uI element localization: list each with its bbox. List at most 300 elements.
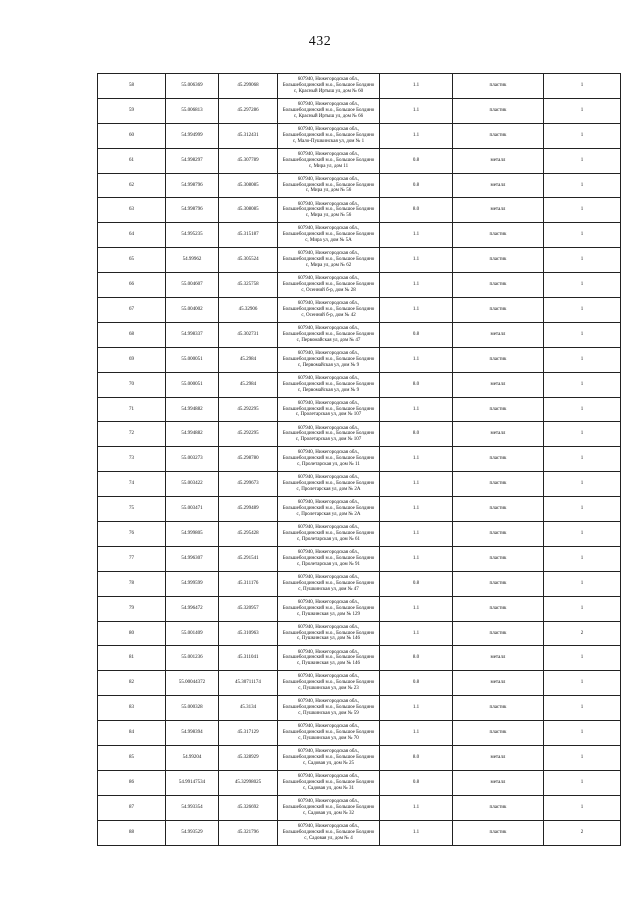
- address-line: 607940, Нижегородская обл.,: [297, 425, 360, 431]
- row-number-cell: 77: [98, 546, 166, 571]
- address-cell: [278, 795, 380, 820]
- latitude-cell: 54.994882: [166, 422, 219, 447]
- address-line: Большеболдинский м.о., Большое Болдино: [282, 406, 375, 412]
- count-cell: 1: [544, 148, 621, 173]
- volume-cell: 1.1: [380, 795, 453, 820]
- address-line: Большеболдинский м.о., Большое Болдино: [282, 257, 375, 263]
- address-line: с, Пролетарская ул, дом № 11: [297, 462, 360, 468]
- material-cell: металл: [453, 671, 544, 696]
- address-line: Большеболдинский м.о., Большое Болдино: [282, 531, 375, 537]
- row-number-cell: 73: [98, 447, 166, 472]
- volume-cell: 8.0: [380, 646, 453, 671]
- longitude-cell: 45.291541: [219, 546, 278, 571]
- address-cell: [278, 298, 380, 323]
- latitude-cell: 54.993529: [166, 820, 219, 845]
- count-cell: 1: [544, 472, 621, 497]
- address-line: 607940, Нижегородская обл.,: [297, 749, 360, 755]
- table-row: [98, 198, 621, 223]
- address-line: 607940, Нижегородская обл.,: [297, 350, 360, 356]
- longitude-cell: 45.328929: [219, 746, 278, 771]
- address-line: 607940, Нижегородская обл.,: [297, 649, 360, 655]
- address-cell: [278, 546, 380, 571]
- material-cell: пластик: [453, 74, 544, 99]
- latitude-cell: 54.998337: [166, 322, 219, 347]
- material-cell: металл: [453, 422, 544, 447]
- count-cell: 1: [544, 173, 621, 198]
- longitude-cell: 45.32906: [219, 298, 278, 323]
- address-line: с, Пролетарская ул, дом № 2А: [296, 512, 361, 518]
- latitude-cell: 54.995235: [166, 223, 219, 248]
- address-cell: [278, 497, 380, 522]
- table-row: [98, 74, 621, 99]
- table-row: [98, 422, 621, 447]
- address-cell: [278, 522, 380, 547]
- address-line: 607940, Нижегородская обл.,: [297, 599, 360, 605]
- material-cell: пластик: [453, 596, 544, 621]
- table-row: [98, 546, 621, 571]
- address-line: Большеболдинский м.о., Большое Болдино: [282, 804, 375, 810]
- latitude-cell: 54.99204: [166, 746, 219, 771]
- row-number-cell: 59: [98, 98, 166, 123]
- address-cell: [278, 422, 380, 447]
- table-row: [98, 98, 621, 123]
- row-number-cell: 67: [98, 298, 166, 323]
- row-number-cell: 79: [98, 596, 166, 621]
- address-line: Большеболдинский м.о., Большое Болдино: [282, 381, 375, 387]
- address-line: с, Первомайская ул, дом № 9: [297, 387, 360, 393]
- material-cell: пластик: [453, 273, 544, 298]
- longitude-cell: 45.312431: [219, 123, 278, 148]
- address-line: Большеболдинский м.о., Большое Болдино: [282, 630, 375, 636]
- row-number-cell: 81: [98, 646, 166, 671]
- address-cell: [278, 721, 380, 746]
- address-line: 607940, Нижегородская обл.,: [297, 724, 360, 730]
- address-line: с, Красный Иртыш ул, дом № 60: [293, 88, 364, 94]
- count-cell: 2: [544, 621, 621, 646]
- row-number-cell: 84: [98, 721, 166, 746]
- count-cell: 1: [544, 74, 621, 99]
- address-line: 607940, Нижегородская обл.,: [297, 251, 360, 257]
- material-cell: пластик: [453, 98, 544, 123]
- address-line: 607940, Нижегородская обл.,: [297, 798, 360, 804]
- container-site-table: [97, 73, 621, 846]
- address-line: Большеболдинский м.о., Большое Болдино: [282, 456, 375, 462]
- count-cell: 1: [544, 298, 621, 323]
- longitude-cell: 45.308085: [219, 198, 278, 223]
- address-line: Большеболдинский м.о., Большое Болдино: [282, 779, 375, 785]
- count-cell: 1: [544, 671, 621, 696]
- address-line: с, Садовая ул, дом № 31: [302, 785, 355, 791]
- longitude-cell: 45.317129: [219, 721, 278, 746]
- table-row: [98, 347, 621, 372]
- material-cell: пластик: [453, 397, 544, 422]
- row-number-cell: 65: [98, 248, 166, 273]
- row-number-cell: 87: [98, 795, 166, 820]
- address-line: 607940, Нижегородская обл.,: [297, 699, 360, 705]
- address-line: 607940, Нижегородская обл.,: [297, 475, 360, 481]
- latitude-cell: 54.994882: [166, 397, 219, 422]
- address-line: Большеболдинский м.о., Большое Болдино: [282, 680, 375, 686]
- address-line: Большеболдинский м.о., Большое Болдино: [282, 132, 375, 138]
- volume-cell: 1.1: [380, 273, 453, 298]
- count-cell: 1: [544, 795, 621, 820]
- material-cell: металл: [453, 173, 544, 198]
- volume-cell: 1.1: [380, 696, 453, 721]
- volume-cell: 0.8: [380, 671, 453, 696]
- volume-cell: 1.1: [380, 546, 453, 571]
- count-cell: 1: [544, 596, 621, 621]
- table-row: [98, 273, 621, 298]
- row-number-cell: 69: [98, 347, 166, 372]
- material-cell: металл: [453, 148, 544, 173]
- volume-cell: 1.1: [380, 820, 453, 845]
- latitude-cell: 54.99147534: [166, 770, 219, 795]
- address-line: 607940, Нижегородская обл.,: [297, 126, 360, 132]
- address-line: Большеболдинский м.о., Большое Болдино: [282, 182, 375, 188]
- volume-cell: 8.0: [380, 198, 453, 223]
- table-row: [98, 372, 621, 397]
- volume-cell: 0.8: [380, 173, 453, 198]
- longitude-cell: 45.299489: [219, 497, 278, 522]
- material-cell: пластик: [453, 571, 544, 596]
- longitude-cell: 45.321796: [219, 820, 278, 845]
- row-number-cell: 85: [98, 746, 166, 771]
- table-row: [98, 696, 621, 721]
- address-line: Большеболдинский м.о., Большое Болдино: [282, 157, 375, 163]
- address-line: 607940, Нижегородская обл.,: [297, 176, 360, 182]
- address-line: Большеболдинский м.о., Большое Болдино: [282, 356, 375, 362]
- address-line: 607940, Нижегородская обл.,: [297, 101, 360, 107]
- address-line: с, Мира ул, дом № 62: [305, 263, 352, 269]
- volume-cell: 1.1: [380, 223, 453, 248]
- material-cell: металл: [453, 372, 544, 397]
- address-cell: [278, 248, 380, 273]
- row-number-cell: 76: [98, 522, 166, 547]
- row-number-cell: 63: [98, 198, 166, 223]
- longitude-cell: 45.295428: [219, 522, 278, 547]
- row-number-cell: 66: [98, 273, 166, 298]
- latitude-cell: 54.99962: [166, 248, 219, 273]
- volume-cell: 1.1: [380, 298, 453, 323]
- row-number-cell: 62: [98, 173, 166, 198]
- address-line: 607940, Нижегородская обл.,: [297, 550, 360, 555]
- volume-cell: 1.1: [380, 74, 453, 99]
- longitude-cell: 45.315187: [219, 223, 278, 248]
- table-row: [98, 721, 621, 746]
- row-number-cell: 68: [98, 322, 166, 347]
- row-number-cell: 88: [98, 820, 166, 845]
- latitude-cell: 55.001236: [166, 646, 219, 671]
- table-row: [98, 820, 621, 845]
- volume-cell: 0.8: [380, 322, 453, 347]
- row-number-cell: 60: [98, 123, 166, 148]
- address-line: Большеболдинский м.о., Большое Болдино: [282, 829, 375, 835]
- count-cell: 1: [544, 223, 621, 248]
- address-cell: [278, 322, 380, 347]
- address-line: 607940, Нижегородская обл.,: [297, 201, 360, 207]
- count-cell: 2: [544, 820, 621, 845]
- address-line: 607940, Нижегородская обл.,: [297, 574, 360, 580]
- count-cell: 1: [544, 397, 621, 422]
- count-cell: 1: [544, 372, 621, 397]
- address-line: 607940, Нижегородская обл.,: [297, 375, 360, 381]
- longitude-cell: 45.302731: [219, 322, 278, 347]
- material-cell: пластик: [453, 447, 544, 472]
- count-cell: 1: [544, 770, 621, 795]
- material-cell: металл: [453, 646, 544, 671]
- address-line: с, Мира ул, дом № 56: [305, 213, 352, 219]
- address-line: 607940, Нижегородская обл.,: [297, 301, 360, 307]
- table-row: [98, 223, 621, 248]
- address-cell: [278, 123, 380, 148]
- address-line: Большеболдинский м.о., Большое Болдино: [282, 481, 375, 487]
- address-line: с, Мира ул, дом 11: [308, 163, 349, 169]
- latitude-cell: 54.998796: [166, 173, 219, 198]
- latitude-cell: 55.000328: [166, 696, 219, 721]
- volume-cell: 1.1: [380, 397, 453, 422]
- material-cell: металл: [453, 198, 544, 223]
- address-line: с, Садовая ул, дом № 32: [302, 810, 355, 816]
- table-body: [98, 74, 621, 846]
- table-row: [98, 447, 621, 472]
- address-line: с, Пролетарская ул, дом № 107: [295, 437, 362, 443]
- latitude-cell: 55.000051: [166, 372, 219, 397]
- material-cell: пластик: [453, 347, 544, 372]
- address-cell: [278, 696, 380, 721]
- material-cell: пластик: [453, 696, 544, 721]
- material-cell: пластик: [453, 795, 544, 820]
- volume-cell: 1.1: [380, 123, 453, 148]
- row-number-cell: 78: [98, 571, 166, 596]
- address-line: Большеболдинский м.о., Большое Болдино: [282, 207, 375, 213]
- material-cell: пластик: [453, 721, 544, 746]
- address-line: 607940, Нижегородская обл.,: [297, 525, 360, 531]
- address-line: 607940, Нижегородская обл.,: [297, 450, 360, 456]
- address-cell: [278, 447, 380, 472]
- address-line: 607940, Нижегородская обл.,: [297, 823, 360, 829]
- address-line: с, Пролетарская ул, дом № 91: [297, 561, 360, 567]
- row-number-cell: 74: [98, 472, 166, 497]
- address-line: Большеболдинский м.о., Большое Болдино: [282, 107, 375, 113]
- address-line: с, Пушкинская ул, дом № 47: [298, 586, 359, 592]
- longitude-cell: 45.32998025: [219, 770, 278, 795]
- row-number-cell: 71: [98, 397, 166, 422]
- address-line: с, Пролетарская ул, дом № 61: [297, 536, 360, 542]
- material-cell: металл: [453, 770, 544, 795]
- table-row: [98, 746, 621, 771]
- material-cell: металл: [453, 322, 544, 347]
- table-row: [98, 571, 621, 596]
- address-cell: [278, 820, 380, 845]
- table-row: [98, 397, 621, 422]
- table-row: [98, 472, 621, 497]
- address-cell: [278, 646, 380, 671]
- table-row: [98, 497, 621, 522]
- address-line: с, Пушкинская ул, дом № 70: [298, 736, 359, 742]
- table-row: [98, 298, 621, 323]
- latitude-cell: 55.006369: [166, 74, 219, 99]
- address-line: с, Садовая ул, дом № 25: [302, 760, 355, 766]
- address-line: Большеболдинский м.о., Большое Болдино: [282, 431, 375, 437]
- address-line: Большеболдинский м.о., Большое Болдино: [282, 82, 375, 88]
- volume-cell: 1.1: [380, 621, 453, 646]
- address-line: с, Красный Иртыш ул, дом № 66: [293, 113, 364, 119]
- table-row: [98, 248, 621, 273]
- latitude-cell: 55.00044372: [166, 671, 219, 696]
- longitude-cell: 45.3134: [219, 696, 278, 721]
- address-line: 607940, Нижегородская обл.,: [297, 77, 360, 83]
- address-line: 607940, Нижегородская обл.,: [297, 276, 360, 282]
- table-row: [98, 522, 621, 547]
- count-cell: 1: [544, 696, 621, 721]
- address-cell: [278, 148, 380, 173]
- material-cell: металл: [453, 746, 544, 771]
- material-cell: пластик: [453, 223, 544, 248]
- address-cell: [278, 472, 380, 497]
- longitude-cell: 45.305524: [219, 248, 278, 273]
- address-line: с, Мира ул, дом № 56: [305, 188, 352, 194]
- latitude-cell: 55.004607: [166, 273, 219, 298]
- count-cell: 1: [544, 98, 621, 123]
- volume-cell: 0.8: [380, 571, 453, 596]
- latitude-cell: 55.000051: [166, 347, 219, 372]
- volume-cell: 1.1: [380, 596, 453, 621]
- longitude-cell: 45.297286: [219, 98, 278, 123]
- address-line: Большеболдинский м.о., Большое Болдино: [282, 755, 375, 761]
- volume-cell: 1.1: [380, 248, 453, 273]
- address-line: 607940, Нижегородская обл.,: [297, 624, 360, 630]
- address-line: с, Пушкинская ул, дом № 129: [297, 611, 360, 617]
- volume-cell: 0.8: [380, 148, 453, 173]
- address-line: с, Пушкинская ул, дом № 146: [297, 636, 360, 642]
- count-cell: 1: [544, 322, 621, 347]
- table-row: [98, 621, 621, 646]
- latitude-cell: 55.003273: [166, 447, 219, 472]
- volume-cell: 1.1: [380, 472, 453, 497]
- latitude-cell: 54.998297: [166, 148, 219, 173]
- longitude-cell: 45.292295: [219, 397, 278, 422]
- address-cell: [278, 770, 380, 795]
- latitude-cell: 54.998394: [166, 721, 219, 746]
- address-cell: [278, 198, 380, 223]
- material-cell: пластик: [453, 123, 544, 148]
- count-cell: 1: [544, 646, 621, 671]
- address-cell: [278, 397, 380, 422]
- material-cell: пластик: [453, 621, 544, 646]
- latitude-cell: 54.999599: [166, 571, 219, 596]
- address-line: Большеболдинский м.о., Большое Болдино: [282, 605, 375, 611]
- address-cell: [278, 74, 380, 99]
- address-cell: [278, 372, 380, 397]
- count-cell: 1: [544, 721, 621, 746]
- address-line: Большеболдинский м.о., Большое Болдино: [282, 307, 375, 312]
- volume-cell: 1.1: [380, 347, 453, 372]
- latitude-cell: 54.993354: [166, 795, 219, 820]
- volume-cell: 1.1: [380, 447, 453, 472]
- address-line: с, Садовая ул, дом № 4: [304, 835, 353, 841]
- address-line: Большеболдинский м.о., Большое Болдино: [282, 282, 375, 288]
- address-line: с, Пушкинская ул, дом № 23: [298, 686, 359, 692]
- volume-cell: 1.1: [380, 522, 453, 547]
- volume-cell: 0.8: [380, 770, 453, 795]
- table-row: [98, 596, 621, 621]
- longitude-cell: 45.30711174: [219, 671, 278, 696]
- row-number-cell: 83: [98, 696, 166, 721]
- address-line: 607940, Нижегородская обл.,: [297, 325, 360, 331]
- row-number-cell: 72: [98, 422, 166, 447]
- count-cell: 1: [544, 447, 621, 472]
- address-line: 607940, Нижегородская обл.,: [297, 500, 360, 506]
- longitude-cell: 45.311176: [219, 571, 278, 596]
- address-line: с, Пушкинская ул, дом № 146: [297, 661, 360, 667]
- address-line: с, Осенний б-р, дом № 28: [301, 288, 356, 294]
- address-line: 607940, Нижегородская обл.,: [297, 774, 360, 780]
- count-cell: 1: [544, 546, 621, 571]
- address-line: 607940, Нижегородская обл.,: [297, 226, 360, 232]
- page-number: 432: [308, 34, 332, 49]
- count-cell: 1: [544, 571, 621, 596]
- volume-cell: 8.0: [380, 422, 453, 447]
- material-cell: пластик: [453, 248, 544, 273]
- count-cell: 1: [544, 347, 621, 372]
- volume-cell: 1.1: [380, 497, 453, 522]
- latitude-cell: 55.003422: [166, 472, 219, 497]
- longitude-cell: 45.310963: [219, 621, 278, 646]
- row-number-cell: 86: [98, 770, 166, 795]
- address-line: с, Первомайская ул, дом № 47: [296, 337, 361, 343]
- row-number-cell: 70: [98, 372, 166, 397]
- volume-cell: 8.0: [380, 372, 453, 397]
- address-cell: [278, 621, 380, 646]
- address-line: Большеболдинский м.о., Большое Болдино: [282, 730, 375, 736]
- longitude-cell: 45.2984: [219, 372, 278, 397]
- material-cell: пластик: [453, 820, 544, 845]
- volume-cell: 1.1: [380, 98, 453, 123]
- row-number-cell: 64: [98, 223, 166, 248]
- latitude-cell: 55.003471: [166, 497, 219, 522]
- longitude-cell: 45.320957: [219, 596, 278, 621]
- volume-cell: 1.1: [380, 721, 453, 746]
- longitude-cell: 45.326692: [219, 795, 278, 820]
- address-line: с, Мира ул, дом № 5А: [305, 238, 352, 244]
- material-cell: пластик: [453, 472, 544, 497]
- address-cell: [278, 746, 380, 771]
- table-row: [98, 322, 621, 347]
- count-cell: 1: [544, 248, 621, 273]
- count-cell: 1: [544, 497, 621, 522]
- address-line: Большеболдинский м.о., Большое Болдино: [282, 331, 375, 337]
- address-cell: [278, 173, 380, 198]
- row-number-cell: 75: [98, 497, 166, 522]
- count-cell: 1: [544, 273, 621, 298]
- address-cell: [278, 223, 380, 248]
- volume-cell: 8.0: [380, 746, 453, 771]
- address-line: с, Пушкинская ул, дом № 59: [298, 711, 359, 717]
- longitude-cell: 45.2984: [219, 347, 278, 372]
- count-cell: 1: [544, 123, 621, 148]
- address-cell: [278, 596, 380, 621]
- count-cell: 1: [544, 522, 621, 547]
- longitude-cell: 45.299068: [219, 74, 278, 99]
- material-cell: пластик: [453, 546, 544, 571]
- count-cell: 1: [544, 422, 621, 447]
- longitude-cell: 45.311041: [219, 646, 278, 671]
- table-row: [98, 795, 621, 820]
- row-number-cell: 58: [98, 74, 166, 99]
- address-line: Большеболдинский м.о., Большое Болдино: [282, 655, 375, 661]
- count-cell: 1: [544, 746, 621, 771]
- material-cell: пластик: [453, 522, 544, 547]
